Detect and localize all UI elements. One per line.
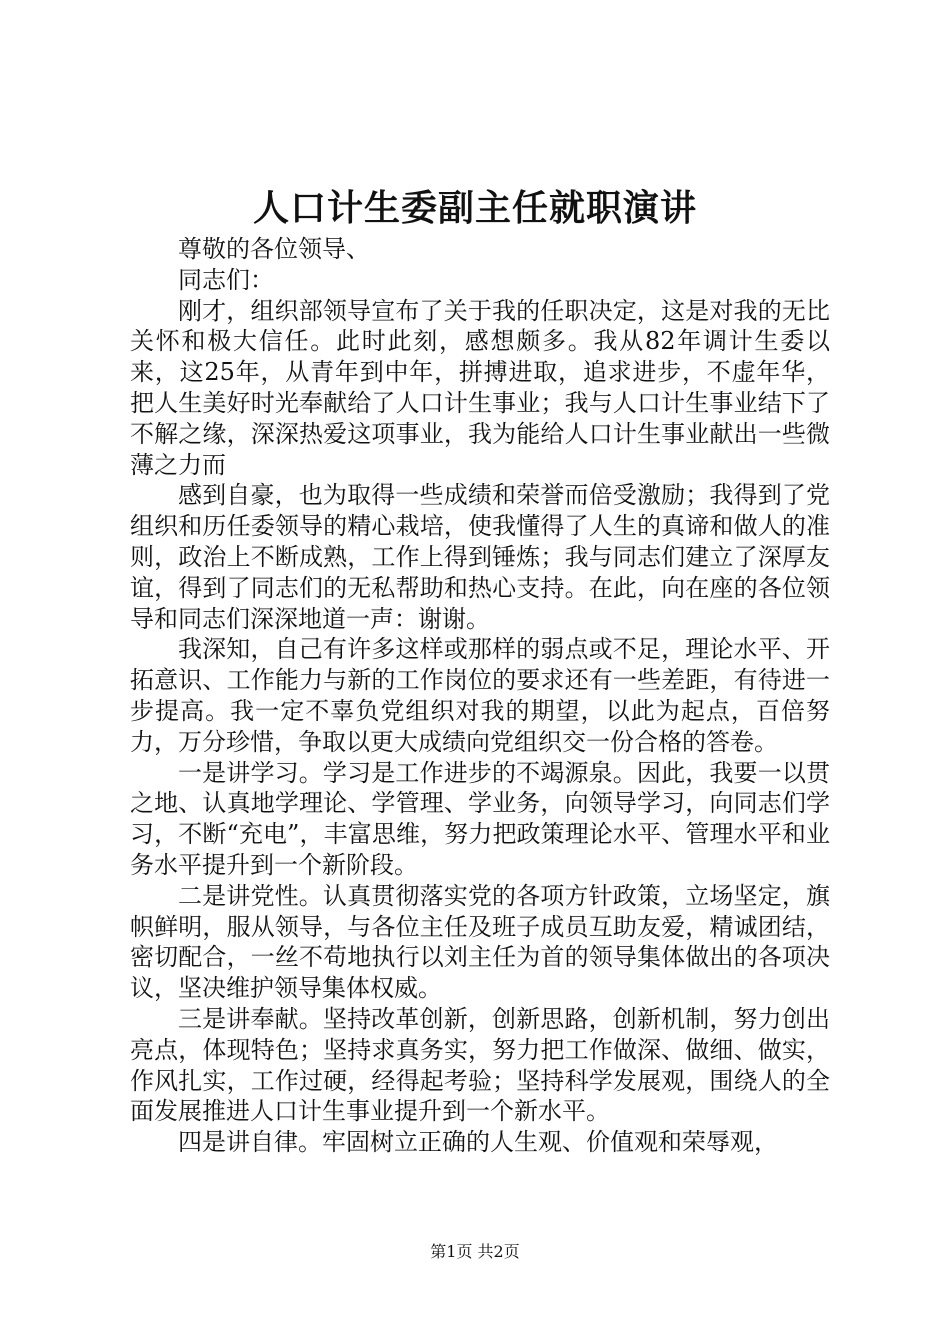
paragraph-opening: 刚才，组织部领导宣布了关于我的任职决定，这是对我的无比关怀和极大信任。此时此刻，感想颇多。我从82年调计生委以来，这25年，从青年到中年，拼搏进取，追求进步，不虚年华，把人生美好时光奉献给了人口计生事业；我与人口计生事业结下了不解之缘，深深热爱这项事业，我为能给人口计生事业献出一些微薄之力而 (130, 296, 830, 479)
document-body (130, 234, 830, 1158)
paragraph-salutation-1: 尊敬的各位领导、 (178, 235, 370, 263)
paragraph-gratitude: 感到自豪，也为取得一些成绩和荣誉而倍受激励；我得到了党组织和历任委领导的精心栽培，使我懂得了人生的真谛和做人的准则，政治上不断成熟，工作上得到锤炼；我与同志们建立了深厚友谊，得到了同志们的无私帮助和热心支持。在此，向在座的各位领导和同志们深深地道一声：谢谢。 (130, 481, 830, 633)
page-title: 人口计生委副主任就职演讲 (252, 187, 697, 229)
paragraph-point-study: 一是讲学习。学习是工作进步的不竭源泉。因此，我要一以贯之地、认真地学理论、学管理、学业务，向领导学习，向同志们学习，不断“充电”，丰富思维，努力把政策理论水平、管理水平和业务水平提升到一个新阶段。 (130, 758, 830, 879)
page-footer: 第1页 共2页 (430, 1242, 520, 1261)
paragraph-point-party-spirit: 二是讲党性。认真贯彻落实党的各项方针政策，立场坚定，旗帜鲜明，服从领导，与各位主任及班子成员互助友爱，精诚团结，密切配合，一丝不苟地执行以刘主任为首的领导集体做出的各项决议，坚决维护领导集体权威。 (130, 881, 830, 1003)
paragraph-self-assessment: 我深知，自己有许多这样或那样的弱点或不足，理论水平、开拓意识、工作能力与新的工作岗位的要求还有一些差距，有待进一步提高。我一定不辜负党组织对我的期望，以此为起点，百倍努力，万分珍惜，争取以更大成绩向党组织交一份合格的答卷。 (130, 635, 830, 756)
paragraph-point-dedication: 三是讲奉献。坚持改革创新，创新思路，创新机制，努力创出亮点，体现特色；坚持求真务实，努力把工作做深、做细、做实，作风扎实，工作过硬，经得起考验；坚持科学发展观，围绕人的全面发展推进人口计生事业提升到一个新水平。 (130, 1004, 830, 1126)
paragraph-salutation-2: 同志们： (178, 265, 274, 294)
paragraph-point-self-discipline: 四是讲自律。牢固树立正确的人生观、价值观和荣辱观， (178, 1128, 778, 1157)
